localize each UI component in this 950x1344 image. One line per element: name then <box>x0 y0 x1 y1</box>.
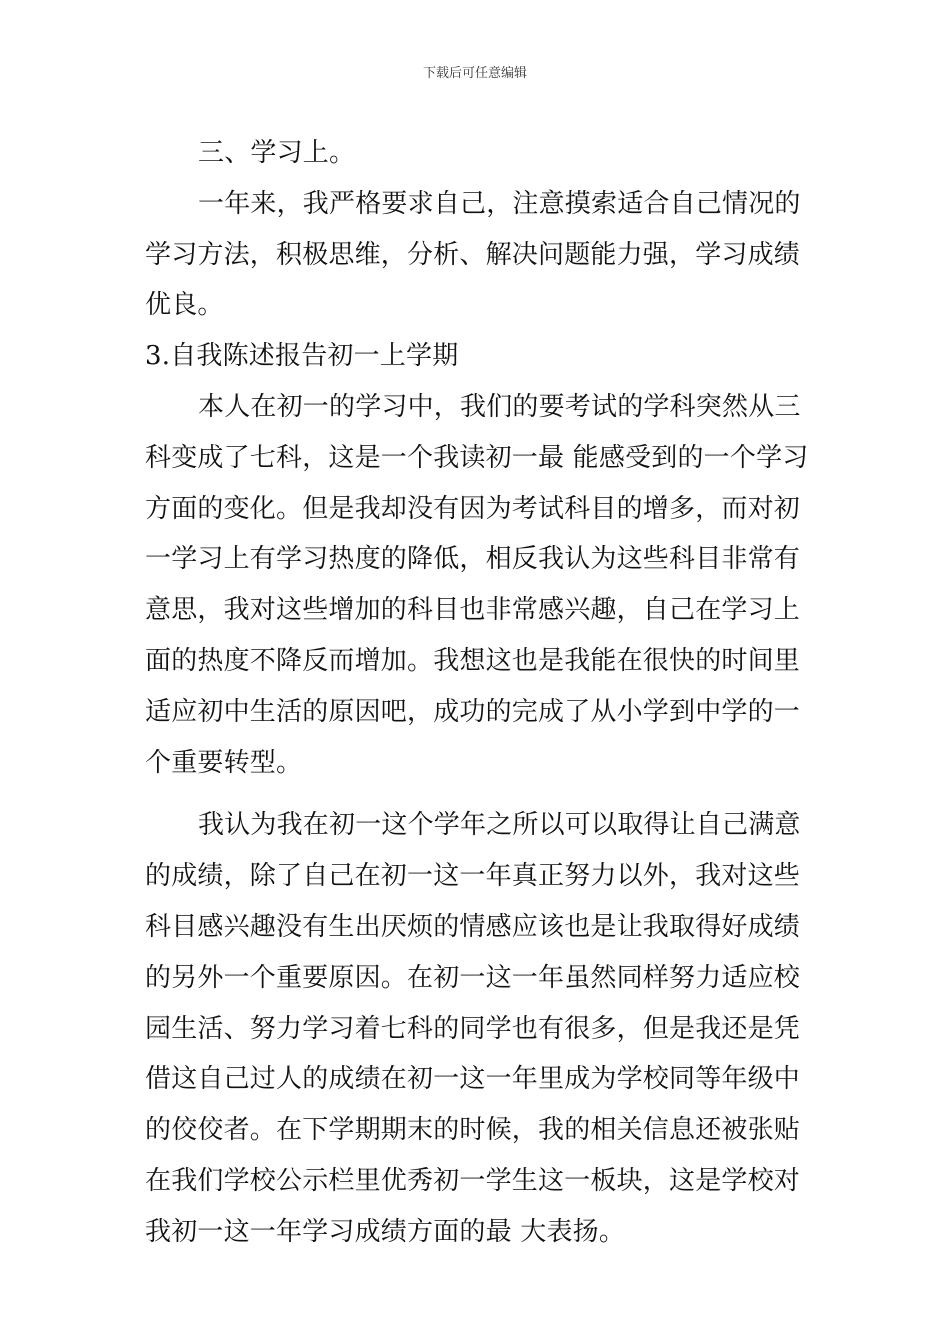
paragraph-gap <box>145 788 813 800</box>
text-line: 科目感兴趣没有生出厌烦的情感应该也是让我取得好成绩 <box>145 911 801 942</box>
text-line: 我认为我在初一这个学年之所以可以取得让自己满意 <box>198 810 801 841</box>
text-line: 适应初中生活的原因吧，成功的完成了从小学到中学的一 <box>145 696 801 727</box>
text-line: 学习方法，积极思维，分析、解决问题能力强，学习成绩 <box>145 239 801 270</box>
text-line: 的成绩，除了自己在初一这一年真正努力以外，我对这些 <box>145 861 801 892</box>
paragraph <box>145 382 813 788</box>
text-line: 一学习上有学习热度的降低，相反我认为这些科目非常有 <box>145 544 801 575</box>
section-heading <box>145 331 813 382</box>
text-line: 借这自己过人的成绩在初一这一年里成为学校同等年级中 <box>145 1064 801 1095</box>
text-line: 园生活、努力学习着七科的同学也有很多，但是我还是凭 <box>145 1013 801 1044</box>
text-line: 三、学习上。 <box>198 138 356 168</box>
text-line: 面的热度不降反而增加。我想这也是我能在很快的时间里 <box>145 645 801 676</box>
text-line: 科变成了七科，这是一个我读初一最 能感受到的一个学习 <box>145 442 809 473</box>
text-line: 一年来，我严格要求自己，注意摸索适合自己情况的 <box>198 188 801 219</box>
text-line: 方面的变化。但是我却没有因为考试科目的增多，而对初 <box>145 493 801 524</box>
text-line: 的佼佼者。在下学期期末的时候，我的相关信息还被张贴 <box>145 1115 801 1146</box>
text-line: 优良。 <box>145 290 224 321</box>
text-line: 的另外一个重要原因。在初一这一年虽然同样努力适应校 <box>145 962 801 993</box>
text-line: 在我们学校公示栏里优秀初一学生这一板块，这是学校对 <box>145 1165 801 1196</box>
page-header: 下载后可任意编辑 <box>422 66 527 81</box>
text-line: 意思，我对这些增加的科目也非常感兴趣，自己在学习上 <box>145 595 801 626</box>
paragraph <box>145 179 813 331</box>
document-body <box>145 128 813 1258</box>
text-line: 个重要转型。 <box>145 747 303 778</box>
text-line: 本人在初一的学习中，我们的要考试的学科突然从三 <box>198 391 801 422</box>
text-line: 3.自我陈述报告初一上学期 <box>145 341 459 372</box>
paragraph <box>145 800 813 1257</box>
text-line: 我初一这一年学习成绩方面的最 大表扬。 <box>145 1216 626 1247</box>
paragraph <box>145 128 813 179</box>
